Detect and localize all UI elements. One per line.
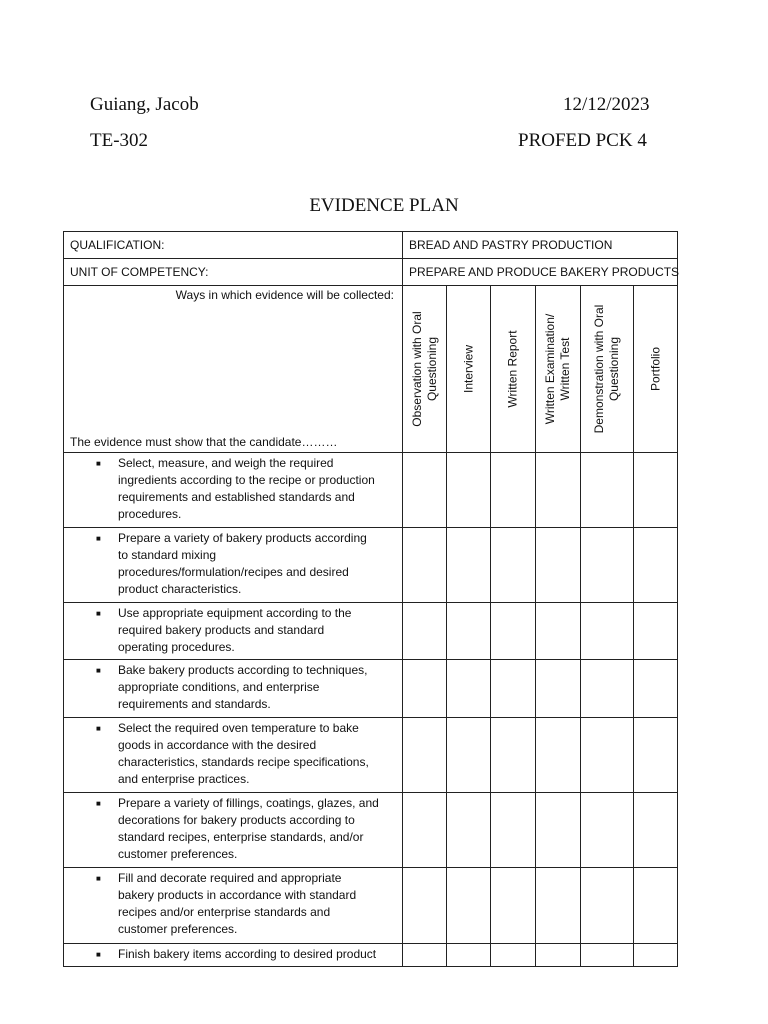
- criterion-cell: [64, 453, 403, 528]
- qualification-value: BREAD AND PASTRY PRODUCTION: [403, 232, 678, 259]
- evidence-check-cell[interactable]: [634, 718, 678, 793]
- method-header-cell: [491, 286, 536, 453]
- bullet-icon: ■: [96, 609, 101, 618]
- evidence-check-cell[interactable]: [634, 793, 678, 868]
- evidence-check-cell[interactable]: [447, 868, 491, 944]
- evidence-plan-table: [63, 231, 678, 967]
- bullet-icon: ■: [96, 874, 101, 883]
- criterion-text: Prepare a variety of fillings, coatings, glazes, and decorations for bakery products according to standard recipes, enterprise standards, and/or customer preferences.: [118, 796, 379, 861]
- method-header-cell: [581, 286, 634, 453]
- evidence-check-cell[interactable]: [447, 660, 491, 718]
- evidence-check-cell[interactable]: [581, 718, 634, 793]
- evidence-check-cell[interactable]: [536, 718, 581, 793]
- student-name: Guiang, Jacob: [90, 94, 199, 115]
- bullet-icon: ■: [96, 950, 101, 959]
- evidence-check-cell[interactable]: [536, 868, 581, 944]
- evidence-check-cell[interactable]: [403, 793, 447, 868]
- evidence-check-cell[interactable]: [403, 868, 447, 944]
- criterion-cell: [64, 603, 403, 660]
- evidence-check-cell[interactable]: [491, 453, 536, 528]
- evidence-check-cell[interactable]: [447, 603, 491, 660]
- evidence-check-cell[interactable]: [447, 944, 491, 967]
- must-show-label: The evidence must show that the candidate………: [70, 435, 338, 449]
- unit-value: PREPARE AND PRODUCE BAKERY PRODUCTS: [403, 259, 678, 286]
- methods-header-row: [64, 286, 678, 453]
- evidence-check-cell[interactable]: [447, 528, 491, 603]
- section-code: TE-302: [90, 130, 149, 151]
- evidence-check-cell[interactable]: [634, 868, 678, 944]
- evidence-check-cell[interactable]: [581, 793, 634, 868]
- criterion-row: [64, 868, 678, 944]
- method-label: Demonstration with Oral Questioning: [592, 304, 621, 434]
- criterion-text: Select the required oven temperature to bake goods in accordance with the desired characteristics, standards recipe specifications, and enterprise practices.: [118, 721, 369, 786]
- evidence-check-cell[interactable]: [536, 944, 581, 967]
- evidence-check-cell[interactable]: [447, 793, 491, 868]
- method-label: Interview: [461, 344, 475, 394]
- evidence-check-cell[interactable]: [581, 603, 634, 660]
- method-label: Written Examination/ Written Test: [543, 313, 572, 425]
- criterion-text: Bake bakery products according to techniques, appropriate conditions, and enterprise requirements and standards.: [118, 663, 368, 711]
- method-label: Written Report: [505, 330, 520, 408]
- bullet-icon: ■: [96, 799, 101, 808]
- criterion-cell: [64, 868, 403, 944]
- criterion-cell: [64, 528, 403, 603]
- evidence-check-cell[interactable]: [634, 528, 678, 603]
- criterion-cell: [64, 793, 403, 868]
- evidence-check-cell[interactable]: [403, 718, 447, 793]
- evidence-check-cell[interactable]: [536, 603, 581, 660]
- evidence-check-cell[interactable]: [536, 793, 581, 868]
- criterion-cell: [64, 718, 403, 793]
- criterion-text: Fill and decorate required and appropriate bakery products in accordance with standard recipes and/or enterprise standards and customer preferences.: [118, 871, 357, 936]
- evidence-check-cell[interactable]: [447, 453, 491, 528]
- criterion-row: [64, 660, 678, 718]
- unit-row: [64, 259, 678, 286]
- bullet-icon: ■: [96, 534, 101, 543]
- bullet-icon: ■: [96, 459, 101, 468]
- evidence-check-cell[interactable]: [403, 944, 447, 967]
- bullet-icon: ■: [96, 724, 101, 733]
- criterion-text: Select, measure, and weigh the required ingredients according to the recipe or production requirements and established standards and procedures.: [118, 456, 375, 521]
- evidence-check-cell[interactable]: [581, 528, 634, 603]
- ways-label: Ways in which evidence will be collected:: [175, 288, 394, 302]
- method-header-cell: [536, 286, 581, 453]
- evidence-check-cell[interactable]: [536, 453, 581, 528]
- evidence-check-cell[interactable]: [403, 603, 447, 660]
- qualification-row: [64, 232, 678, 259]
- evidence-check-cell[interactable]: [491, 603, 536, 660]
- evidence-check-cell[interactable]: [491, 868, 536, 944]
- evidence-check-cell[interactable]: [491, 660, 536, 718]
- qualification-label: QUALIFICATION:: [64, 232, 403, 259]
- criterion-row: [64, 453, 678, 528]
- evidence-check-cell[interactable]: [403, 528, 447, 603]
- evidence-check-cell[interactable]: [536, 660, 581, 718]
- evidence-check-cell[interactable]: [491, 944, 536, 967]
- criteria-body: [64, 453, 678, 967]
- criterion-text: Use appropriate equipment according to the required bakery products and standard operating procedures.: [118, 606, 352, 654]
- criterion-cell: [64, 944, 403, 967]
- page-title: EVIDENCE PLAN: [309, 195, 459, 216]
- criterion-row: [64, 944, 678, 967]
- methods-header-label-cell: [64, 286, 403, 453]
- bullet-icon: ■: [96, 666, 101, 675]
- evidence-check-cell[interactable]: [634, 944, 678, 967]
- criterion-row: [64, 603, 678, 660]
- evidence-check-cell[interactable]: [491, 793, 536, 868]
- evidence-check-cell[interactable]: [581, 453, 634, 528]
- method-header-cell: [447, 286, 491, 453]
- evidence-check-cell[interactable]: [634, 603, 678, 660]
- evidence-check-cell[interactable]: [581, 944, 634, 967]
- method-label: Portfolio: [648, 346, 662, 392]
- evidence-check-cell[interactable]: [491, 528, 536, 603]
- evidence-check-cell[interactable]: [447, 718, 491, 793]
- method-label: Observation with Oral Questioning: [409, 311, 439, 427]
- evidence-check-cell[interactable]: [581, 660, 634, 718]
- evidence-check-cell[interactable]: [536, 528, 581, 603]
- evidence-check-cell[interactable]: [581, 868, 634, 944]
- document-date: 12/12/2023: [563, 94, 650, 115]
- criterion-text: Finish bakery items according to desired product: [118, 947, 377, 961]
- criterion-row: [64, 718, 678, 793]
- evidence-check-cell[interactable]: [491, 718, 536, 793]
- evidence-check-cell[interactable]: [403, 660, 447, 718]
- criterion-row: [64, 793, 678, 868]
- evidence-check-cell[interactable]: [403, 453, 447, 528]
- evidence-check-cell[interactable]: [634, 660, 678, 718]
- criterion-cell: [64, 660, 403, 718]
- unit-label: UNIT OF COMPETENCY:: [64, 259, 403, 286]
- course-code: PROFED PCK 4: [518, 130, 647, 151]
- method-header-cell: [403, 286, 447, 453]
- method-header-cell: [634, 286, 678, 453]
- criterion-text: Prepare a variety of bakery products according to standard mixing procedures/formulation/recipes and desired product characteristics.: [118, 531, 367, 596]
- criterion-row: [64, 528, 678, 603]
- evidence-check-cell[interactable]: [634, 453, 678, 528]
